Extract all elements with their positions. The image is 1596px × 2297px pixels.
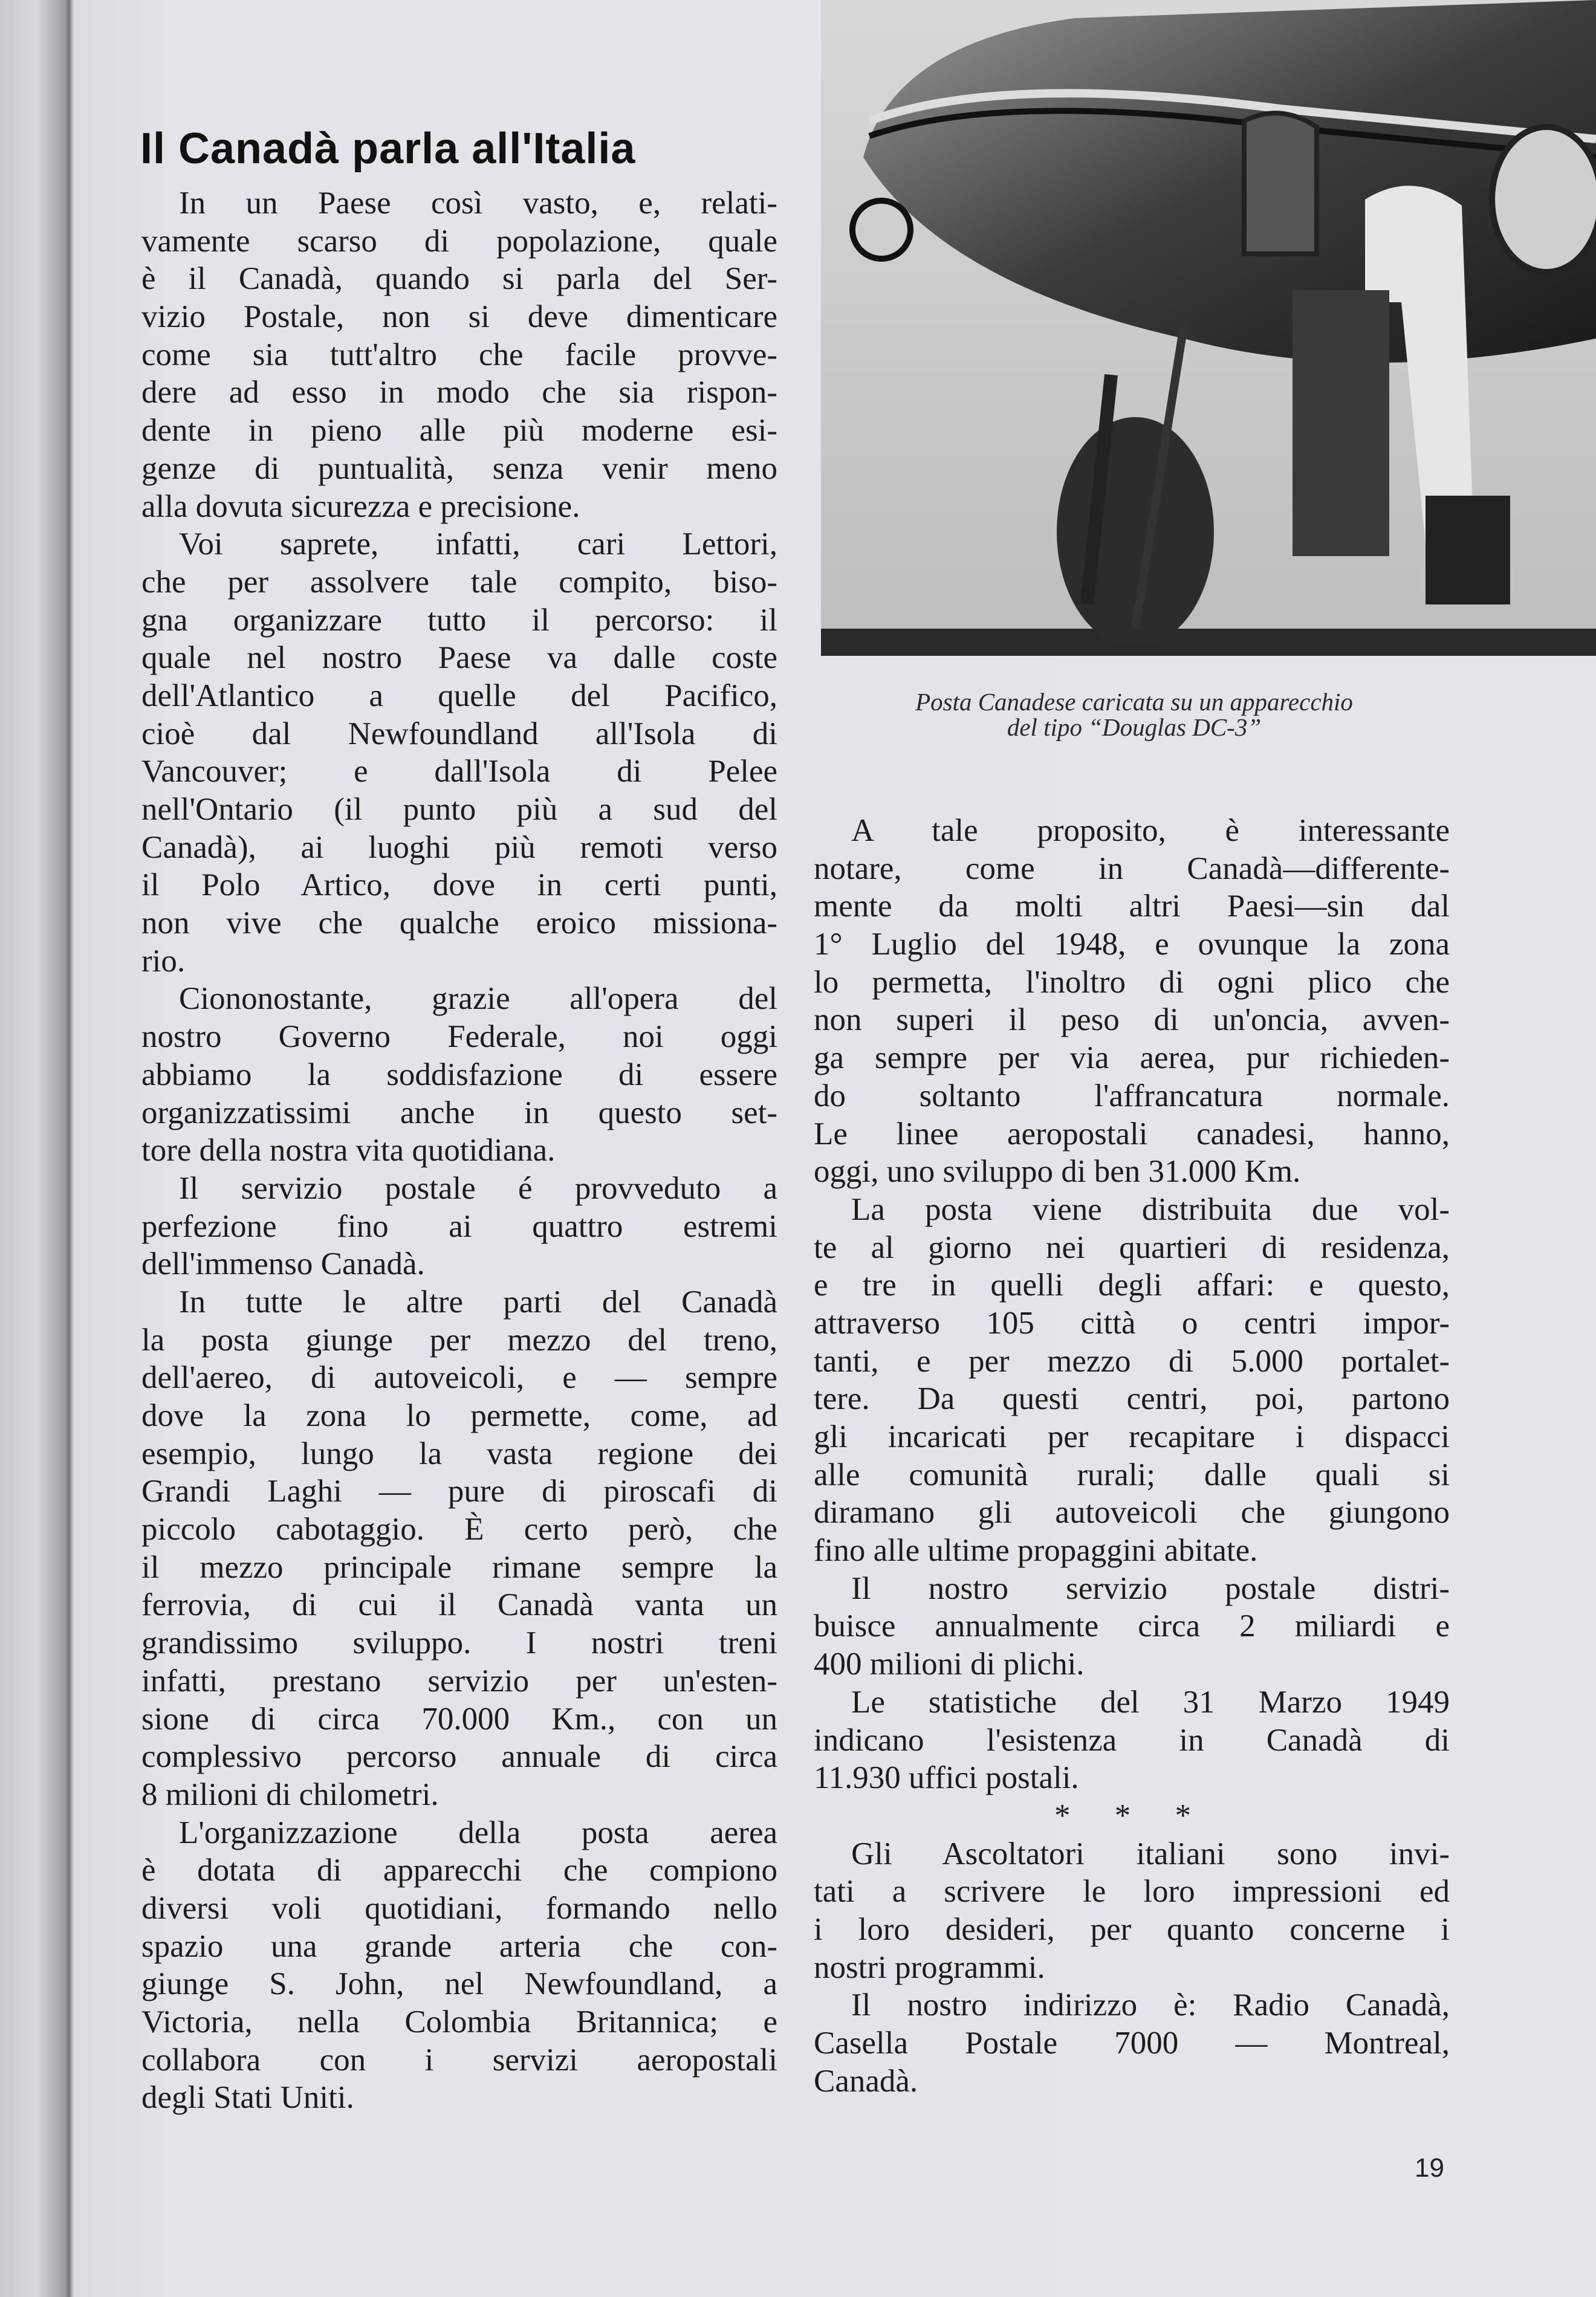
- text-line: alla dovuta sicurezza e precisione.: [141, 488, 580, 524]
- text-line: lo permetta, l'inoltro di ogni plico che: [814, 964, 1450, 1000]
- text-line: nostro Governo Federale, noi oggi: [141, 1019, 777, 1055]
- text-line: come sia tutt'altro che facile provve-: [141, 337, 777, 372]
- text-line: organizzatissimi anche in questo set-: [141, 1095, 777, 1130]
- text-line: Canadà.: [814, 2063, 918, 2099]
- text-line: giunge S. John, nel Newfoundland, a: [141, 1966, 777, 2002]
- text-line: tati a scrivere le loro impressioni ed: [814, 1874, 1450, 1910]
- text-line: te al giorno nei quartieri di residenza,: [814, 1229, 1450, 1265]
- section-separator: * * *: [1054, 1798, 1209, 1833]
- text-line: oggi, uno sviluppo di ben 31.000 Km.: [814, 1154, 1301, 1190]
- text-line: buisce annualmente circa 2 miliardi e: [814, 1609, 1450, 1644]
- text-line: Ciononostante, grazie all'opera del: [179, 981, 777, 1017]
- text-line: Il nostro indirizzo è: Radio Canadà,: [851, 1988, 1450, 2023]
- text-line: e tre in quelli degli affari: e questo,: [814, 1268, 1450, 1303]
- photo-caption: [814, 689, 1455, 740]
- caption-line-2: del tipo “Douglas DC-3”: [1007, 713, 1262, 741]
- right-column: [814, 812, 1450, 2100]
- text-line: vamente scarso di popolazione, quale: [141, 223, 777, 259]
- text-line: ga sempre per via aerea, pur richieden-: [814, 1040, 1450, 1076]
- text-line: non vive che qualche eroico missiona-: [141, 906, 777, 941]
- text-line: il mezzo principale rimane sempre la: [141, 1549, 777, 1585]
- text-line: Il nostro servizio postale distri-: [851, 1570, 1450, 1606]
- text-line: grandissimo sviluppo. I nostri treni: [141, 1625, 777, 1661]
- text-line: do soltanto l'affrancatura normale.: [814, 1078, 1450, 1113]
- text-line: la posta giunge per mezzo del treno,: [141, 1322, 777, 1358]
- text-line: il Polo Artico, dove in certi punti,: [141, 867, 777, 903]
- caption-line-1: Posta Canadese caricata su un apparecchio: [915, 688, 1353, 716]
- text-line: spazio una grande arteria che con-: [141, 1928, 777, 1964]
- text-line: tore della nostra vita quotidiana.: [141, 1133, 556, 1168]
- text-line: 1° Luglio del 1948, e ovunque la zona: [814, 927, 1450, 962]
- text-line: perfezione fino ai quattro estremi: [141, 1208, 777, 1244]
- text-line: Voi saprete, infatti, cari Lettori,: [179, 526, 777, 562]
- text-line: è il Canadà, quando si parla del Ser-: [141, 261, 777, 297]
- page-number: 19: [1415, 2153, 1444, 2183]
- text-line: Le linee aeropostali canadesi, hanno,: [814, 1116, 1450, 1152]
- text-line: collabora con i servizi aeropostali: [141, 2042, 777, 2078]
- text-line: gna organizzare tutto il percorso: il: [141, 602, 777, 638]
- text-line: attraverso 105 città o centri impor-: [814, 1305, 1450, 1341]
- text-line: cioè dal Newfoundland all'Isola di: [141, 716, 777, 751]
- text-line: tere. Da questi centri, poi, partono: [814, 1381, 1450, 1417]
- text-line: degli Stati Uniti.: [141, 2080, 354, 2116]
- text-line: diversi voli quotidiani, formando nello: [141, 1890, 777, 1926]
- text-line: sione di circa 70.000 Km., con un: [141, 1701, 777, 1737]
- text-line: dere ad esso in modo che sia rispon-: [141, 375, 777, 410]
- text-line: alle comunità rurali; dalle quali si: [814, 1457, 1450, 1492]
- text-line: fino alle ultime propaggini abitate.: [814, 1533, 1258, 1569]
- text-line: 11.930 uffici postali.: [814, 1760, 1079, 1796]
- text-line: nell'Ontario (il punto più a sud del: [141, 792, 777, 827]
- left-column: [141, 184, 777, 2117]
- text-line: nostri programmi.: [814, 1949, 1045, 1985]
- text-line: dell'aereo, di autoveicoli, e — sempre: [141, 1360, 777, 1396]
- airplane-photo: [821, 0, 1596, 656]
- text-line: L'organizzazione della posta aerea: [179, 1815, 777, 1850]
- text-line: 400 milioni di plichi.: [814, 1647, 1085, 1682]
- text-line: indicano l'esistenza in Canadà di: [814, 1722, 1450, 1758]
- text-line: In un Paese così vasto, e, relati-: [179, 186, 777, 221]
- text-line: che per assolvere tale compito, biso-: [141, 564, 777, 600]
- text-line: rio.: [141, 943, 186, 979]
- text-line: Gli Ascoltatori italiani sono invi-: [851, 1836, 1450, 1871]
- text-line: quale nel nostro Paese va dalle coste: [141, 640, 777, 676]
- text-line: Vancouver; e dall'Isola di Pelee: [141, 754, 777, 789]
- text-line: dente in pieno alle più moderne esi-: [141, 413, 777, 449]
- article-title: Il Canadà parla all'Italia: [140, 125, 636, 173]
- text-line: è dotata di apparecchi che compiono: [141, 1853, 777, 1888]
- text-line: A tale proposito, è interessante: [851, 813, 1450, 848]
- text-line: Canadà), ai luoghi più remoti verso: [141, 829, 777, 865]
- text-line: vizio Postale, non si deve dimenticare: [141, 299, 777, 335]
- text-line: ferrovia, di cui il Canadà vanta un: [141, 1587, 777, 1623]
- text-line: gli incaricati per recapitare i dispacci: [814, 1419, 1450, 1454]
- text-line: Le statistiche del 31 Marzo 1949: [851, 1684, 1450, 1720]
- text-line: esempio, lungo la vasta regione dei: [141, 1436, 777, 1471]
- text-line: Il servizio postale é provveduto a: [179, 1170, 777, 1206]
- text-line: In tutte le altre parti del Canadà: [179, 1284, 777, 1320]
- text-line: diramano gli autoveicoli che giungono: [814, 1495, 1450, 1531]
- text-line: abbiamo la soddisfazione di essere: [141, 1057, 777, 1092]
- text-line: dell'Atlantico a quelle del Pacifico,: [141, 678, 777, 713]
- text-line: dell'immenso Canadà.: [141, 1246, 425, 1282]
- text-line: complessivo percorso annuale di circa: [141, 1739, 777, 1775]
- text-line: non superi il peso di un'oncia, avven-: [814, 1002, 1450, 1038]
- text-line: i loro desideri, per quanto concerne i: [814, 1911, 1450, 1947]
- text-line: infatti, prestano servizio per un'esten-: [141, 1663, 777, 1699]
- text-line: piccolo cabotaggio. È certo però, che: [141, 1512, 777, 1547]
- text-line: Victoria, nella Colombia Britannica; e: [141, 2004, 777, 2039]
- text-line: 8 milioni di chilometri.: [141, 1777, 439, 1812]
- text-line: Casella Postale 7000 — Montreal,: [814, 2026, 1450, 2061]
- text-line: La posta viene distribuita due vol-: [851, 1191, 1450, 1227]
- text-line: dove la zona lo permette, come, ad: [141, 1398, 777, 1433]
- text-line: mente da molti altri Paesi—sin dal: [814, 889, 1450, 924]
- text-line: Grandi Laghi — pure di piroscafi di: [141, 1474, 777, 1509]
- text-line: tanti, e per mezzo di 5.000 portalet-: [814, 1343, 1450, 1379]
- text-line: notare, come in Canadà—differente-: [814, 850, 1450, 886]
- text-line: genze di puntualità, senza venir meno: [141, 450, 777, 486]
